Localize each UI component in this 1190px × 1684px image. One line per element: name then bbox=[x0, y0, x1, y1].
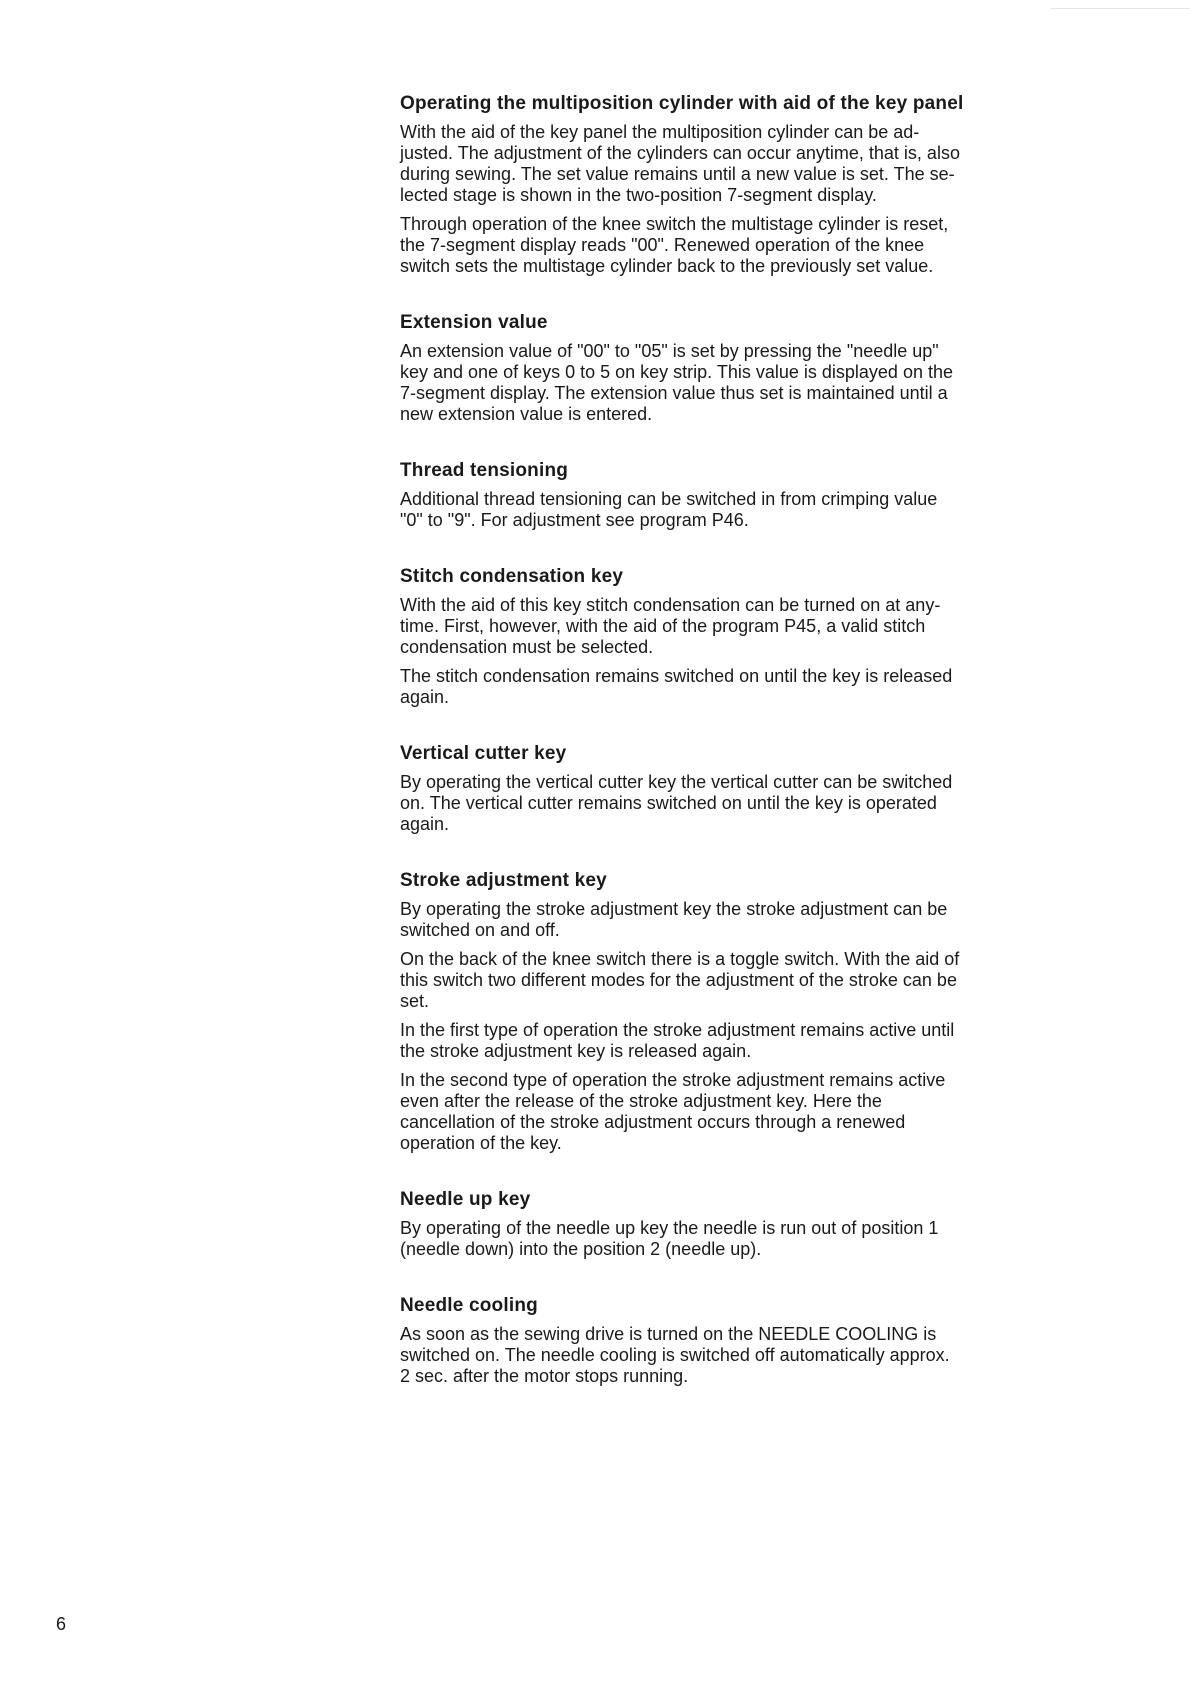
section-stroke-adjustment-key bbox=[400, 869, 1090, 1154]
paragraph: In the first type of operation the stroke adjustment remains active until the stroke adjustment key is released again. bbox=[400, 1020, 955, 1061]
section-heading: Needle up key bbox=[400, 1189, 531, 1210]
paragraph: With the aid of this key stitch condensation can be turned on at any- time. First, however, with the aid of the program P45, a valid stitch condensation must be selected. bbox=[400, 595, 941, 657]
paragraph: By operating of the needle up key the needle is run out of position 1 (needle down) into the position 2 (needle up). bbox=[400, 1218, 939, 1259]
top-edge-line bbox=[1050, 8, 1190, 9]
section-thread-tensioning bbox=[400, 459, 1090, 531]
paragraph: By operating the stroke adjustment key the stroke adjustment can be switched on and off. bbox=[400, 899, 948, 940]
section-stitch-condensation-key bbox=[400, 565, 1090, 708]
section-heading: Stitch condensation key bbox=[400, 566, 624, 587]
section-heading: Operating the multiposition cylinder with aid of the key panel bbox=[400, 93, 964, 114]
page-number: 6 bbox=[56, 1614, 67, 1634]
section-heading: Stroke adjustment key bbox=[400, 870, 607, 891]
section-needle-up-key bbox=[400, 1188, 1090, 1260]
section-multiposition-cylinder bbox=[400, 92, 1090, 277]
section-extension-value bbox=[400, 311, 1090, 425]
section-heading: Needle cooling bbox=[400, 1295, 538, 1316]
section-heading: Thread tensioning bbox=[400, 460, 569, 481]
paragraph: By operating the vertical cutter key the vertical cutter can be switched on. The vertical cutter remains switched on until the key is operated again. bbox=[400, 772, 953, 834]
paragraph: Additional thread tensioning can be switched in from crimping value "0" to "9". For adjustment see program P46. bbox=[400, 489, 938, 530]
paragraph: As soon as the sewing drive is turned on the NEEDLE COOLING is switched on. The needle cooling is switched off automatically approx. 2 sec. after the motor stops running. bbox=[400, 1324, 950, 1386]
section-heading: Vertical cutter key bbox=[400, 743, 567, 764]
paragraph: In the second type of operation the stroke adjustment remains active even after the release of the stroke adjustment key. Here the cancellation of the stroke adjustment occurs through a renewed operation of the key. bbox=[400, 1070, 946, 1153]
document-body bbox=[400, 92, 1090, 1421]
paragraph: With the aid of the key panel the multiposition cylinder can be ad- justed. The adjustment of the cylinders can occur anytime, that is, also during sewing. The set value remains until a new value is set. The se- lected stage is shown in the two-position 7-segment display. bbox=[400, 122, 960, 205]
section-needle-cooling bbox=[400, 1294, 1090, 1387]
paragraph: The stitch condensation remains switched on until the key is released again. bbox=[400, 666, 953, 707]
section-heading: Extension value bbox=[400, 312, 548, 333]
section-vertical-cutter-key bbox=[400, 742, 1090, 835]
paragraph: Through operation of the knee switch the multistage cylinder is reset, the 7-segment display reads "00". Renewed operation of the knee switch sets the multistage cylinder back to the previously set value. bbox=[400, 214, 949, 276]
paragraph: On the back of the knee switch there is a toggle switch. With the aid of this switch two different modes for the adjustment of the stroke can be set. bbox=[400, 949, 960, 1011]
paragraph: An extension value of "00" to "05" is set by pressing the "needle up" key and one of keys 0 to 5 on key strip. This value is displayed on the 7-segment display. The extension value thus set is maintained until a new extension value is entered. bbox=[400, 341, 953, 424]
